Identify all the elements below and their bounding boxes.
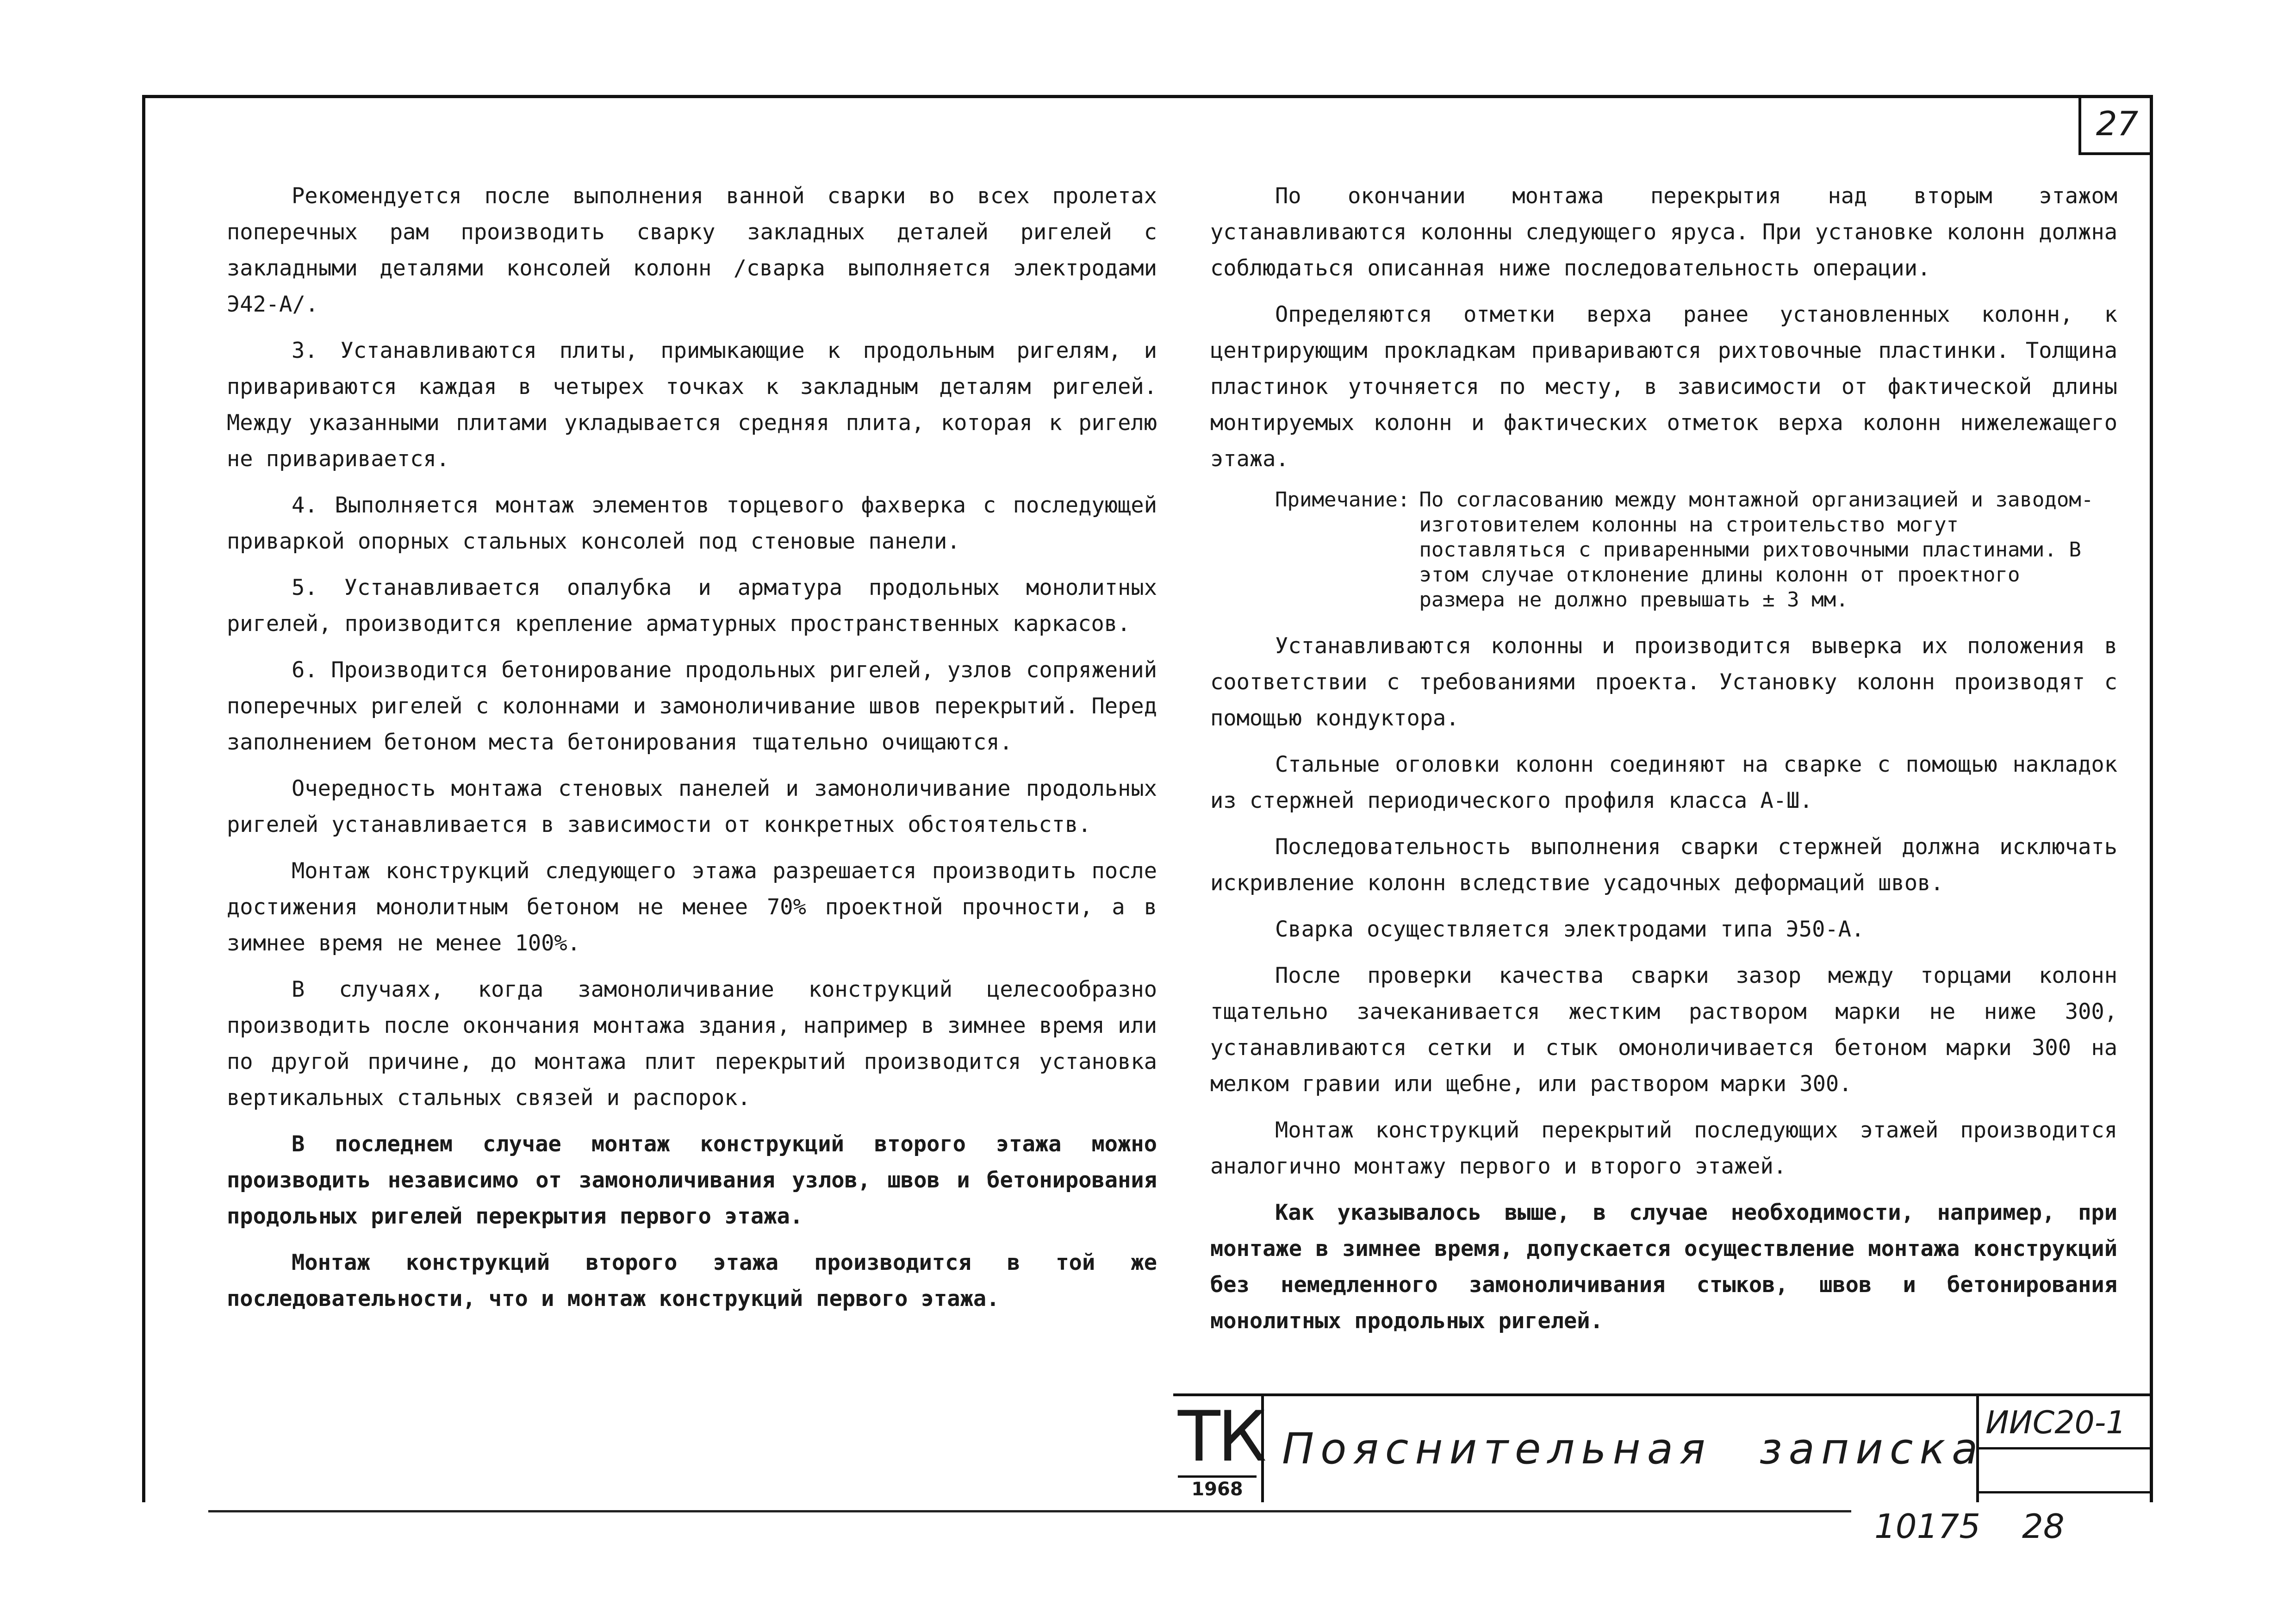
tk-logo-letters: ТК — [1178, 1397, 1264, 1477]
paragraph: В последнем случае монтаж конструкций второго этажа можно производить независимо от замоноличивания узлов, швов и бетонирования продольных ригелей перекрытия первого этажа. — [227, 1131, 1157, 1229]
paragraph: Устанавливаются колонны и производится выверка их положения в соответствии с требованиями проекта. Установку колонн производят с помощью кондуктора. — [1210, 633, 2117, 731]
page-number: 28 — [2022, 1507, 2065, 1546]
stamp-code: ИИС20-1 — [1985, 1405, 2126, 1441]
paragraph: Последовательность выполнения сварки стержней должна исключать искривление колонн вследствие усадочных деформаций швов. — [1210, 834, 2117, 896]
bottom-rule — [208, 1510, 1851, 1512]
title-block-stamp — [1173, 1393, 2153, 1502]
paragraph: После проверки качества сварки зазор между торцами колонн тщательно зачеканивается жестким раствором марки не ниже 300, устанавливаются сетки и стык омоноличивается бетоном марки 300 на мелком гравии или щебне, или раствором марки 300. — [1210, 963, 2117, 1097]
paragraph: 3. Устанавливаются плиты, примыкающие к продольным ригелям, и привариваются каждая в четырех точках к закладным деталям ригелей. Между указанными плитами укладывается средняя плита, которая к ригелю не приваривается. — [227, 338, 1157, 472]
right-column-top — [1210, 178, 2117, 477]
paragraph: Стальные оголовки колонн соединяют на сварке с помощью накладок из стержней периодического профиля класса А-Ш. — [1210, 752, 2117, 813]
left-column — [227, 178, 1157, 1327]
paragraph: Монтаж конструкций следующего этажа разрешается производить после достижения монолитным бетоном не менее 70% проектной прочности, а в зимнее время не менее 100%. — [227, 858, 1157, 956]
stamp-divider — [1261, 1396, 1264, 1502]
tk-logo — [1178, 1397, 1264, 1503]
paragraph: Сварка осуществляется электродами типа Э50-А. — [1275, 917, 1865, 942]
paragraph: 6. Производится бетонирование продольных ригелей, узлов сопряжений поперечных ригелей с колоннами и замоноличивание швов перекрытий. Перед заполнением бетоном места бетонирования тщательно очищаются. — [227, 657, 1157, 755]
page-numbers — [1874, 1507, 2106, 1546]
note-text: По согласованию между монтажной организацией и заводом-изготовителем колонны на строительство могут поставляться с приваренными рихтовочными пластинами. В этом случае отклонение длины колонн от проектного размера не должно превышать ± 3 мм. — [1419, 488, 2094, 612]
note-block — [1275, 487, 2117, 612]
paragraph: По окончании монтажа перекрытия над вторым этажом устанавливаются колонны следующего яруса. При установке колонн должна соблюдаться описанная ниже последовательность операции. — [1210, 183, 2117, 281]
paragraph: 5. Устанавливается опалубка и арматура продольных монолитных ригелей, производится крепление арматурных пространственных каркасов. — [227, 575, 1157, 637]
paragraph: Очередность монтажа стеновых панелей и замоноличивание продольных ригелей устанавливается в зависимости от конкретных обстоятельств. — [227, 776, 1157, 837]
sheet-number: 27 — [2078, 95, 2153, 155]
stamp-title: Пояснительная записка — [1282, 1424, 1985, 1474]
paragraph: В случаях, когда замоноличивание конструкций целесообразно производить после окончания монтажа здания, например в зимнее время или по другой причине, до монтажа плит перекрытий производится установка вертикальных стальных связей и распорок. — [227, 977, 1157, 1111]
paragraph: Монтаж конструкций второго этажа производится в той же последовательности, что и монтаж конструкций первого этажа. — [227, 1250, 1157, 1312]
paragraph: Монтаж конструкций перекрытий последующих этажей производится аналогично монтажу первого и второго этажей. — [1210, 1118, 2117, 1179]
paragraph: Как указывалось выше, в случае необходимости, например, при монтаже в зимнее время, допускается осуществление монтажа конструкций без немедленного замоноличивания стыков, швов и бетонирования монолитных продольных ригелей. — [1210, 1200, 2117, 1334]
paragraph: Рекомендуется после выполнения ванной сварки во всех пролетах поперечных рам производить сварку закладных деталей ригелей с закладными деталями консолей колонн /сварка выполняется электродами Э42-А/. — [227, 183, 1157, 317]
stamp-divider — [1976, 1447, 2153, 1449]
right-column-bottom — [1210, 628, 2117, 1339]
paragraph: 4. Выполняется монтаж элементов торцевого фахверка с последующей приваркой опорных стальных консолей под стеновые панели. — [227, 493, 1157, 554]
tk-logo-year: 1968 — [1178, 1475, 1257, 1501]
right-column — [1210, 178, 2117, 1349]
note-label: Примечание: — [1275, 488, 1410, 512]
paragraph: Определяются отметки верха ранее установленных колонн, к центрирующим прокладкам привариваются рихтовочные пластинки. Толщина пластинок уточняется по месту, в зависимости от фактической длины монтируемых колонн и фактических отметок верха колонн нижележащего этажа. — [1210, 302, 2117, 472]
stamp-divider — [1976, 1491, 2153, 1493]
inventory-number: 10175 — [1874, 1507, 1981, 1546]
